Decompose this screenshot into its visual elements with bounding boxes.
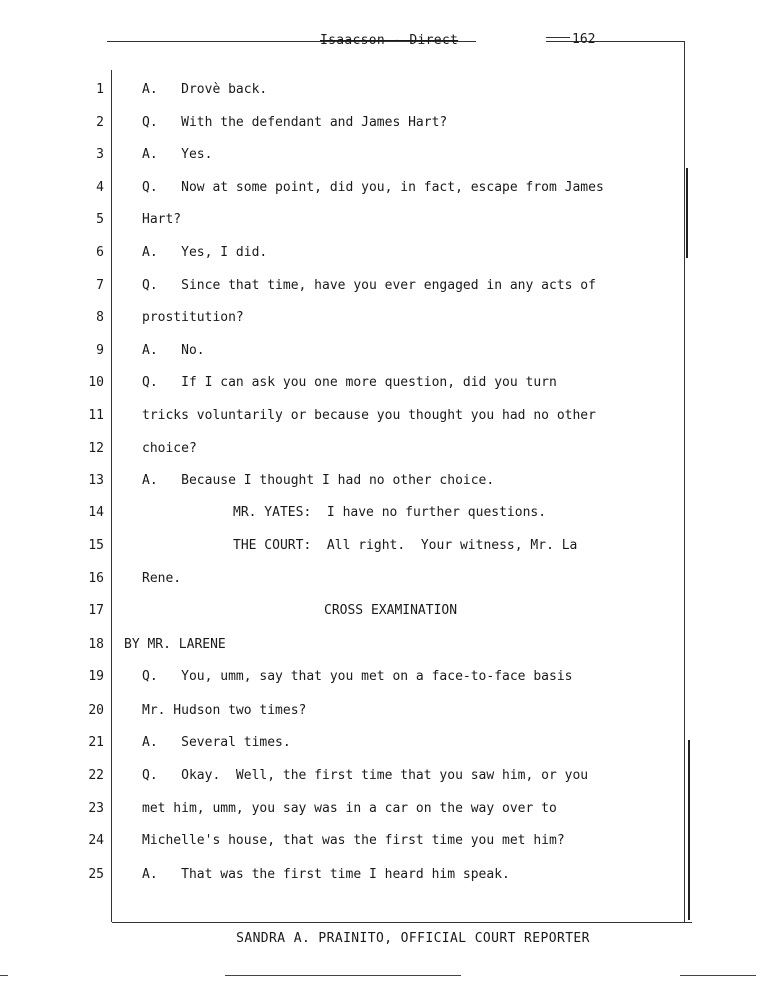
transcript-line: BY MR. LARENE <box>124 637 226 652</box>
transcript-line: CROSS EXAMINATION <box>324 603 458 618</box>
page-frame-tick <box>546 37 570 38</box>
line-number: 1 <box>96 82 104 97</box>
page-header-title: Isaacson - Direct <box>320 33 459 48</box>
frame-top-gap <box>476 37 546 45</box>
transcript-line: MR. YATES: I have no further questions. <box>233 505 547 520</box>
footer-rule-right <box>680 975 756 976</box>
left-margin-rule <box>111 70 112 922</box>
transcript-line: tricks voluntarily or because you thought you had no other <box>142 408 596 423</box>
line-number: 9 <box>96 343 104 358</box>
line-number: 3 <box>96 147 104 162</box>
transcript-line: Q. Now at some point, did you, in fact, escape from James <box>142 180 604 195</box>
line-number: 12 <box>88 441 104 456</box>
page-frame-right <box>684 41 685 923</box>
transcript-line: Q. With the defendant and James Hart? <box>142 115 448 130</box>
transcript-line: Mr. Hudson two times? <box>142 703 307 718</box>
transcript-line: THE COURT: All right. Your witness, Mr. La <box>233 538 578 553</box>
transcript-line: met him, umm, you say was in a car on the way over to <box>142 801 557 816</box>
court-reporter-footer: SANDRA A. PRAINITO, OFFICIAL COURT REPORTER <box>236 931 590 946</box>
line-number: 25 <box>88 867 104 882</box>
page-number: 162 <box>572 32 596 47</box>
line-number: 15 <box>88 538 104 553</box>
line-number: 23 <box>88 801 104 816</box>
line-number: 17 <box>88 603 104 618</box>
transcript-line: A. Because I thought I had no other choice. <box>142 473 495 488</box>
transcript-line: Hart? <box>142 212 182 227</box>
line-number: 2 <box>96 115 104 130</box>
line-number: 11 <box>88 408 104 423</box>
line-number: 24 <box>88 833 104 848</box>
transcript-line: prostitution? <box>142 310 244 325</box>
transcript-line: A. Drovè back. <box>142 82 268 97</box>
transcript-line: Q. Since that time, have you ever engaged in any acts of <box>142 278 596 293</box>
transcript-line: choice? <box>142 441 197 456</box>
line-number: 10 <box>88 375 104 390</box>
transcript-line: Q. Okay. Well, the first time that you saw him, or you <box>142 768 589 783</box>
line-number: 4 <box>96 180 104 195</box>
line-number: 16 <box>88 571 104 586</box>
line-number: 13 <box>88 473 104 488</box>
transcript-line: A. No. <box>142 343 205 358</box>
footer-rule-left <box>0 975 8 976</box>
line-number: 8 <box>96 310 104 325</box>
line-number: 6 <box>96 245 104 260</box>
transcript-line: A. Yes, I did. <box>142 245 268 260</box>
line-number: 7 <box>96 278 104 293</box>
page-frame-bottom <box>112 922 692 923</box>
page-frame-right-mark <box>686 168 688 258</box>
line-number: 18 <box>88 637 104 652</box>
transcript-line: Q. You, umm, say that you met on a face-to-face basis <box>142 669 573 684</box>
transcript-line: A. Yes. <box>142 147 213 162</box>
transcript-line: A. Several times. <box>142 735 291 750</box>
transcript-line: A. That was the first time I heard him speak. <box>142 867 510 882</box>
line-number: 5 <box>96 212 104 227</box>
line-number: 14 <box>88 505 104 520</box>
line-number: 19 <box>88 669 104 684</box>
line-number: 20 <box>88 703 104 718</box>
line-number: 22 <box>88 768 104 783</box>
line-number: 21 <box>88 735 104 750</box>
transcript-line: Michelle's house, that was the first time you met him? <box>142 833 565 848</box>
transcript-line: Q. If I can ask you one more question, did you turn <box>142 375 557 390</box>
footer-rule-center <box>225 975 461 976</box>
transcript-line: Rene. <box>142 571 182 586</box>
page-frame-right-mark-lower <box>688 740 690 920</box>
